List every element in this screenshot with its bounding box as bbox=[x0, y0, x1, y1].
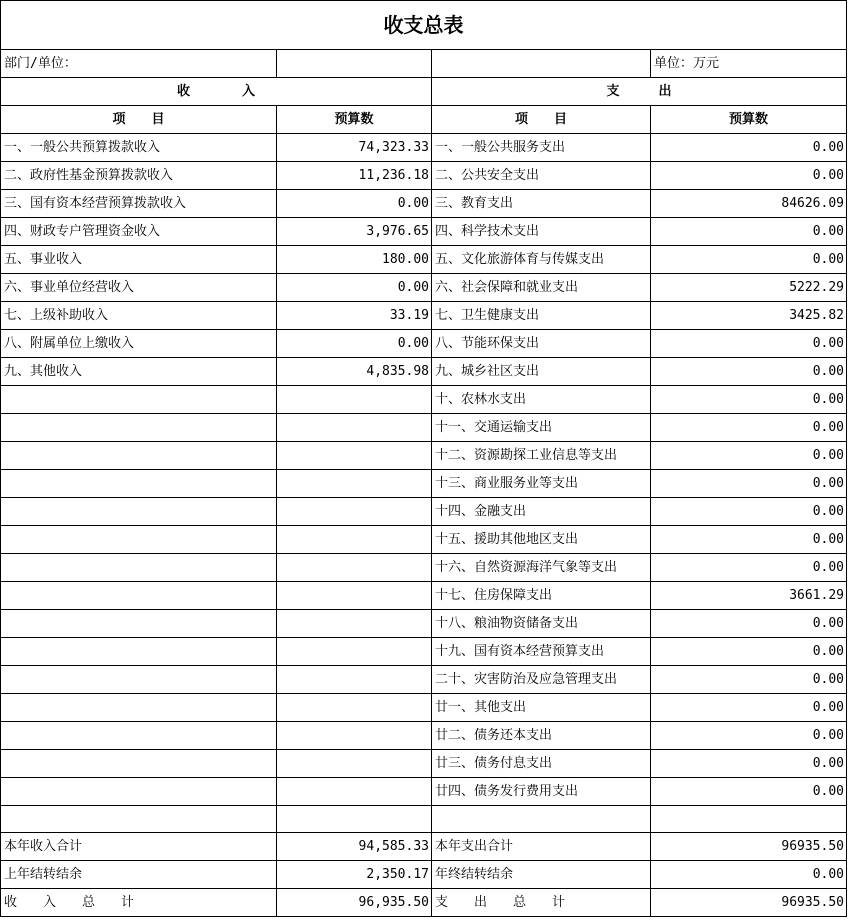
income-amount-cell[interactable]: 0.00 bbox=[277, 274, 432, 302]
expense-amount-cell[interactable]: 0.00 bbox=[651, 526, 847, 554]
income-amount-cell[interactable] bbox=[277, 638, 432, 666]
expense-item-cell[interactable]: 一、一般公共服务支出 bbox=[432, 134, 651, 162]
income-item-cell[interactable]: 二、政府性基金预算拨款收入 bbox=[1, 162, 277, 190]
expense-amount-cell[interactable]: 0.00 bbox=[651, 638, 847, 666]
expense-amount-cell[interactable]: 0.00 bbox=[651, 610, 847, 638]
income-amount-cell[interactable]: 2,350.17 bbox=[277, 861, 432, 889]
table-row bbox=[1, 666, 847, 694]
table-row bbox=[1, 386, 847, 414]
income-amount-cell[interactable] bbox=[277, 470, 432, 498]
income-item-cell[interactable] bbox=[1, 806, 277, 833]
income-item-cell[interactable]: 九、其他收入 bbox=[1, 358, 277, 386]
table-row bbox=[1, 442, 847, 470]
dept-label: 部门/单位： bbox=[1, 50, 277, 78]
expense-item-cell[interactable]: 十、农林水支出 bbox=[432, 386, 651, 414]
income-amount-cell[interactable]: 0.00 bbox=[277, 330, 432, 358]
expense-item-cell[interactable]: 九、城乡社区支出 bbox=[432, 358, 651, 386]
income-amount-cell[interactable]: 96,935.50 bbox=[277, 889, 432, 917]
expense-amount-cell[interactable]: 0.00 bbox=[651, 861, 847, 889]
income-amount-cell[interactable] bbox=[277, 694, 432, 722]
income-item-cell[interactable] bbox=[1, 638, 277, 666]
expense-item-cell[interactable]: 十八、粮油物资储备支出 bbox=[432, 610, 651, 638]
table-row bbox=[1, 302, 847, 330]
income-amount-cell[interactable] bbox=[277, 722, 432, 750]
expense-item-cell[interactable]: 廿四、债务发行费用支出 bbox=[432, 778, 651, 806]
expense-item-header: 项 目 bbox=[432, 106, 651, 134]
table-row bbox=[1, 358, 847, 386]
dept-value[interactable] bbox=[277, 50, 432, 78]
table-row bbox=[1, 414, 847, 442]
income-item-cell[interactable] bbox=[1, 526, 277, 554]
income-amount-header: 预算数 bbox=[277, 106, 432, 134]
income-amount-cell[interactable] bbox=[277, 806, 432, 833]
table-row bbox=[1, 638, 847, 666]
table-row bbox=[1, 246, 847, 274]
expense-item-cell[interactable]: 廿三、债务付息支出 bbox=[432, 750, 651, 778]
expense-item-cell[interactable]: 十六、自然资源海洋气象等支出 bbox=[432, 554, 651, 582]
expense-amount-header: 预算数 bbox=[651, 106, 847, 134]
title-row bbox=[1, 1, 847, 50]
expense-amount-cell[interactable]: 0.00 bbox=[651, 330, 847, 358]
expense-item-cell[interactable] bbox=[432, 806, 651, 833]
expense-item-cell[interactable]: 五、文化旅游体育与传媒支出 bbox=[432, 246, 651, 274]
table-row bbox=[1, 582, 847, 610]
income-item-cell[interactable]: 上年结转结余 bbox=[1, 861, 277, 889]
income-item-cell[interactable]: 三、国有资本经营预算拨款收入 bbox=[1, 190, 277, 218]
expense-amount-cell[interactable]: 0.00 bbox=[651, 470, 847, 498]
income-item-cell[interactable]: 八、附属单位上缴收入 bbox=[1, 330, 277, 358]
expense-amount-cell[interactable]: 0.00 bbox=[651, 246, 847, 274]
income-amount-cell[interactable] bbox=[277, 526, 432, 554]
expense-amount-cell[interactable]: 0.00 bbox=[651, 386, 847, 414]
table-row bbox=[1, 806, 847, 833]
income-amount-cell[interactable]: 94,585.33 bbox=[277, 833, 432, 861]
expense-item-cell[interactable]: 二十、灾害防治及应急管理支出 bbox=[432, 666, 651, 694]
meta-blank bbox=[432, 50, 651, 78]
income-item-cell[interactable] bbox=[1, 386, 277, 414]
expense-item-cell[interactable]: 十二、资源勘探工业信息等支出 bbox=[432, 442, 651, 470]
income-amount-cell[interactable] bbox=[277, 778, 432, 806]
income-item-cell[interactable] bbox=[1, 722, 277, 750]
income-item-cell[interactable] bbox=[1, 610, 277, 638]
table-row bbox=[1, 722, 847, 750]
income-amount-cell[interactable] bbox=[277, 666, 432, 694]
income-amount-cell[interactable] bbox=[277, 554, 432, 582]
table-row bbox=[1, 134, 847, 162]
expense-amount-cell[interactable]: 0.00 bbox=[651, 358, 847, 386]
expense-amount-cell[interactable]: 3425.82 bbox=[651, 302, 847, 330]
income-item-cell[interactable] bbox=[1, 554, 277, 582]
expense-item-cell[interactable]: 六、社会保障和就业支出 bbox=[432, 274, 651, 302]
income-item-cell[interactable]: 四、财政专户管理资金收入 bbox=[1, 218, 277, 246]
unit-label: 单位：万元 bbox=[651, 50, 847, 78]
income-item-cell[interactable]: 收 入 总 计 bbox=[1, 889, 277, 917]
table-row bbox=[1, 554, 847, 582]
income-item-cell[interactable]: 六、事业单位经营收入 bbox=[1, 274, 277, 302]
expense-item-cell[interactable]: 十九、国有资本经营预算支出 bbox=[432, 638, 651, 666]
income-amount-cell[interactable]: 74,323.33 bbox=[277, 134, 432, 162]
income-amount-cell[interactable]: 0.00 bbox=[277, 190, 432, 218]
expense-amount-cell[interactable]: 0.00 bbox=[651, 218, 847, 246]
income-item-header: 项 目 bbox=[1, 106, 277, 134]
expense-amount-cell[interactable]: 96935.50 bbox=[651, 833, 847, 861]
table-row bbox=[1, 274, 847, 302]
expense-amount-cell[interactable]: 0.00 bbox=[651, 666, 847, 694]
expense-item-cell[interactable]: 廿一、其他支出 bbox=[432, 694, 651, 722]
expense-amount-cell[interactable]: 0.00 bbox=[651, 442, 847, 470]
table-row bbox=[1, 498, 847, 526]
expense-amount-cell[interactable]: 0.00 bbox=[651, 722, 847, 750]
table-row bbox=[1, 610, 847, 638]
expense-amount-cell[interactable]: 0.00 bbox=[651, 554, 847, 582]
income-amount-cell[interactable]: 33.19 bbox=[277, 302, 432, 330]
income-amount-cell[interactable] bbox=[277, 610, 432, 638]
income-amount-cell[interactable] bbox=[277, 386, 432, 414]
expense-item-cell[interactable]: 十五、援助其他地区支出 bbox=[432, 526, 651, 554]
expense-item-cell[interactable]: 二、公共安全支出 bbox=[432, 162, 651, 190]
expense-item-cell[interactable]: 十一、交通运输支出 bbox=[432, 414, 651, 442]
income-amount-cell[interactable] bbox=[277, 442, 432, 470]
table-row bbox=[1, 778, 847, 806]
table-row bbox=[1, 861, 847, 889]
table-row bbox=[1, 750, 847, 778]
expense-item-cell[interactable]: 年终结转结余 bbox=[432, 861, 651, 889]
expense-amount-cell[interactable] bbox=[651, 806, 847, 833]
income-amount-cell[interactable]: 3,976.65 bbox=[277, 218, 432, 246]
income-section-header: 收 入 bbox=[1, 78, 432, 106]
expense-amount-cell[interactable]: 0.00 bbox=[651, 414, 847, 442]
income-item-cell[interactable] bbox=[1, 666, 277, 694]
expense-amount-cell[interactable]: 96935.50 bbox=[651, 889, 847, 917]
expense-item-cell[interactable]: 七、卫生健康支出 bbox=[432, 302, 651, 330]
expense-item-cell[interactable]: 十三、商业服务业等支出 bbox=[432, 470, 651, 498]
income-amount-cell[interactable]: 11,236.18 bbox=[277, 162, 432, 190]
income-item-cell[interactable] bbox=[1, 498, 277, 526]
income-amount-cell[interactable]: 4,835.98 bbox=[277, 358, 432, 386]
expense-amount-cell[interactable]: 84626.09 bbox=[651, 190, 847, 218]
expense-item-cell[interactable]: 八、节能环保支出 bbox=[432, 330, 651, 358]
meta-row bbox=[1, 50, 847, 78]
income-amount-cell[interactable]: 180.00 bbox=[277, 246, 432, 274]
sheet-title: 收支总表 bbox=[1, 1, 847, 50]
income-item-cell[interactable]: 一、一般公共预算拨款收入 bbox=[1, 134, 277, 162]
table-row bbox=[1, 889, 847, 917]
expense-item-cell[interactable]: 十七、住房保障支出 bbox=[432, 582, 651, 610]
section-row bbox=[1, 78, 847, 106]
table-row bbox=[1, 694, 847, 722]
expense-amount-cell[interactable]: 0.00 bbox=[651, 750, 847, 778]
table-row bbox=[1, 833, 847, 861]
expense-item-cell[interactable]: 十四、金融支出 bbox=[432, 498, 651, 526]
income-item-cell[interactable] bbox=[1, 750, 277, 778]
expense-amount-cell[interactable]: 0.00 bbox=[651, 162, 847, 190]
income-amount-cell[interactable] bbox=[277, 750, 432, 778]
column-header-row bbox=[1, 106, 847, 134]
expense-amount-cell[interactable]: 0.00 bbox=[651, 778, 847, 806]
expense-item-cell[interactable]: 支 出 总 计 bbox=[432, 889, 651, 917]
table-row bbox=[1, 162, 847, 190]
income-item-cell[interactable] bbox=[1, 778, 277, 806]
expense-item-cell[interactable]: 四、科学技术支出 bbox=[432, 218, 651, 246]
expense-amount-cell[interactable]: 0.00 bbox=[651, 134, 847, 162]
income-item-cell[interactable]: 五、事业收入 bbox=[1, 246, 277, 274]
table-row bbox=[1, 470, 847, 498]
income-item-cell[interactable] bbox=[1, 582, 277, 610]
expense-amount-cell[interactable]: 0.00 bbox=[651, 694, 847, 722]
expense-item-cell[interactable]: 三、教育支出 bbox=[432, 190, 651, 218]
expense-item-cell[interactable]: 廿二、债务还本支出 bbox=[432, 722, 651, 750]
table-row bbox=[1, 190, 847, 218]
table-row bbox=[1, 526, 847, 554]
income-amount-cell[interactable] bbox=[277, 498, 432, 526]
table-row bbox=[1, 330, 847, 358]
expense-amount-cell[interactable]: 3661.29 bbox=[651, 582, 847, 610]
expense-amount-cell[interactable]: 5222.29 bbox=[651, 274, 847, 302]
income-amount-cell[interactable] bbox=[277, 582, 432, 610]
income-item-cell[interactable] bbox=[1, 442, 277, 470]
income-amount-cell[interactable] bbox=[277, 414, 432, 442]
income-item-cell[interactable] bbox=[1, 470, 277, 498]
income-item-cell[interactable] bbox=[1, 414, 277, 442]
expense-section-header: 支 出 bbox=[432, 78, 847, 106]
income-item-cell[interactable] bbox=[1, 694, 277, 722]
income-item-cell[interactable]: 本年收入合计 bbox=[1, 833, 277, 861]
expense-amount-cell[interactable]: 0.00 bbox=[651, 498, 847, 526]
income-item-cell[interactable]: 七、上级补助收入 bbox=[1, 302, 277, 330]
table-row bbox=[1, 218, 847, 246]
expense-item-cell[interactable]: 本年支出合计 bbox=[432, 833, 651, 861]
